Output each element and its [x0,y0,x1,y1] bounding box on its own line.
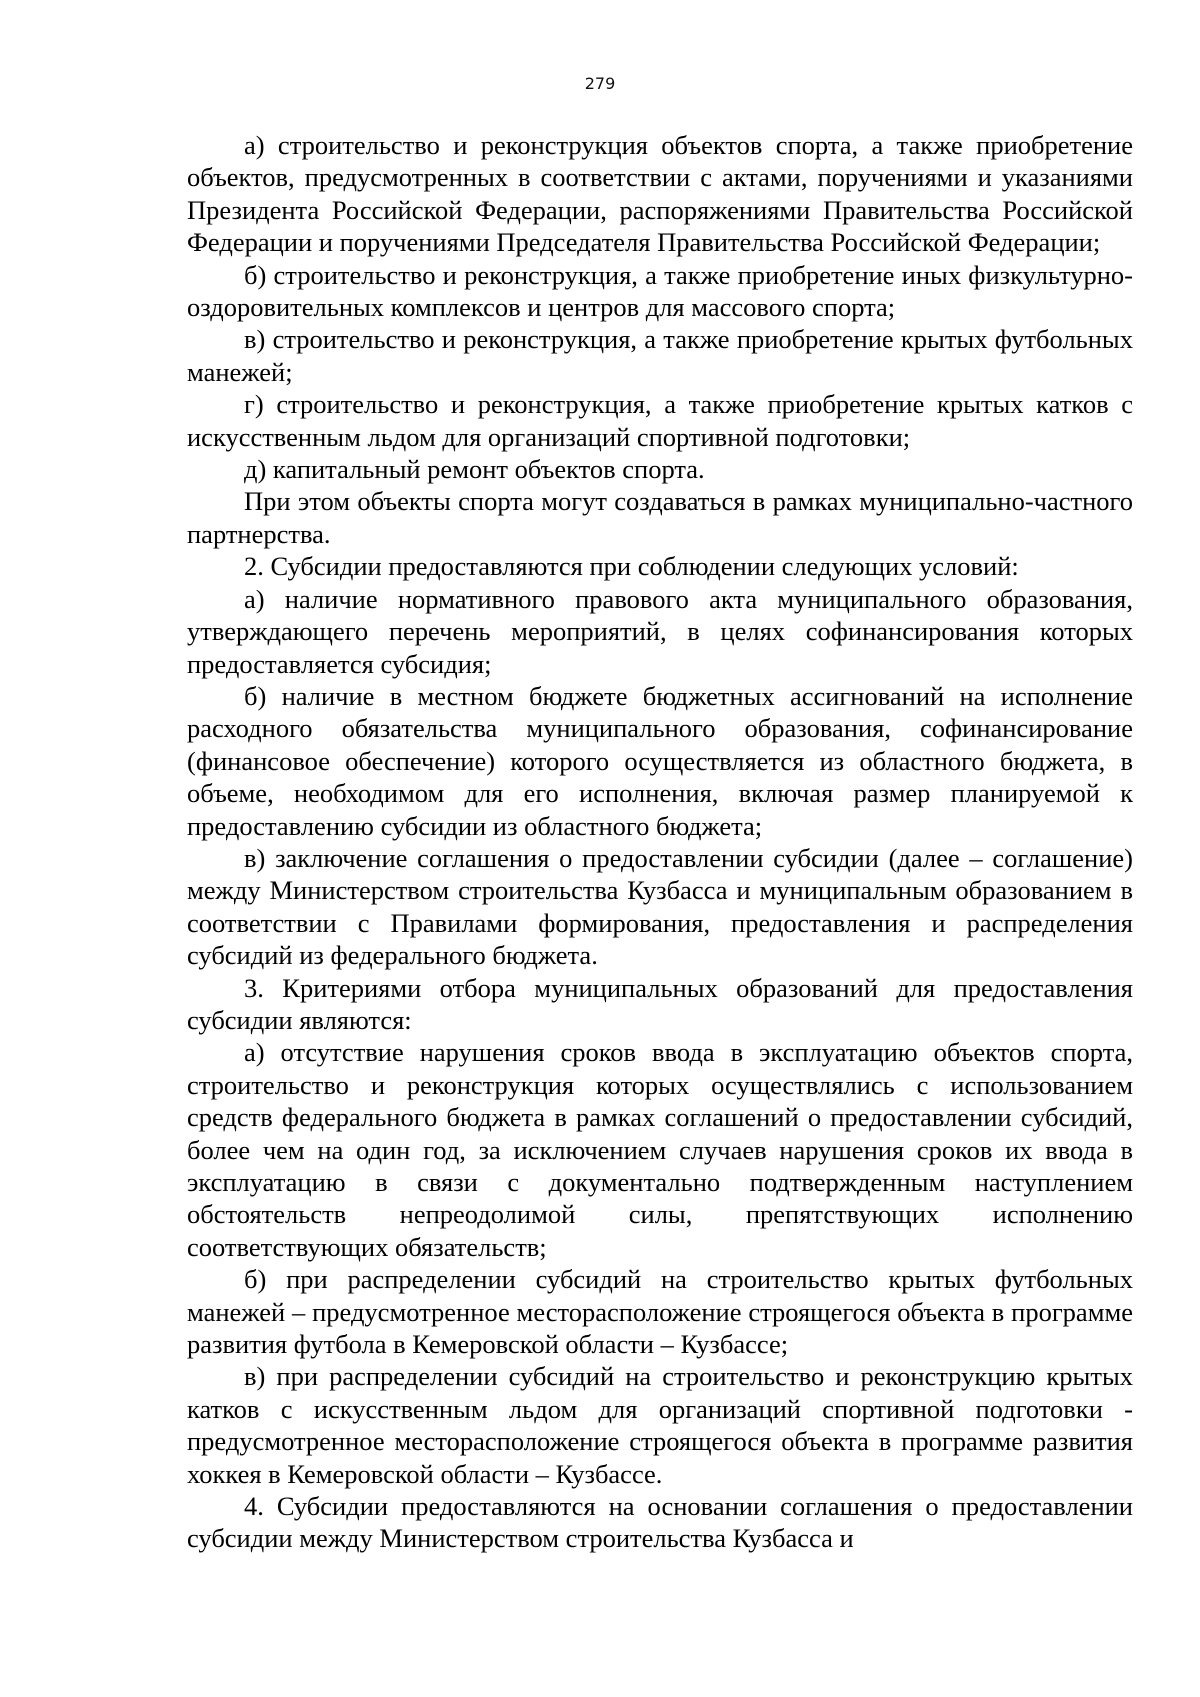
paragraph-3v: в) при распределении субсидий на строительство и реконструкцию крытых катков с искусственным льдом для организаций спортивной подготовки - предусмотренное месторасположение строящегося объекта в программе развития хоккея в Кемеровской области – Кузбассе. [187,1361,1133,1489]
paragraph-2a: а) наличие нормативного правового акта муниципального образования, утверждающего перечень мероприятий, в целях софинансирования которых предоставляется субсидия; [187,583,1133,679]
paragraph-1g: г) строительство и реконструкция, а также приобретение крытых катков с искусственным льдом для организаций спортивной подготовки; [187,389,1133,452]
paragraph-1d: д) капитальный ремонт объектов спорта. [244,454,705,485]
paragraph-2b: б) наличие в местном бюджете бюджетных ассигнований на исполнение расходного обязательства муниципального образования, софинансирование (финансовое обеспечение) которого осуществляется из областного бюджета, в объеме, необходимом для его исполнения, включая размер планируемой к предоставлению субсидии из областного бюджета; [187,680,1133,841]
paragraph-2: 2. Субсидии предоставляются при соблюдении следующих условий: [244,551,1019,582]
paragraph-partnership: При этом объекты спорта могут создаваться в рамках муниципально-частного партнерства. [187,486,1133,549]
paragraph-1v: в) строительство и реконструкция, а также приобретение крытых футбольных манежей; [187,324,1133,387]
paragraph-3a: а) отсутствие нарушения сроков ввода в эксплуатацию объектов спорта, строительство и реконструкция которых осуществлялись с использованием средств федерального бюджета в рамках соглашений о предоставлении субсидий, более чем на один год, за исключением случаев нарушения сроков их ввода в эксплуатацию в связи с документально подтвержденным наступлением обстоятельств непреодолимой силы, препятствующих исполнению соответствующих обязательств; [187,1037,1133,1262]
paragraph-2v: в) заключение соглашения о предоставлении субсидии (далее – соглашение) между Министерством строительства Кузбасса и муниципальным образованием в соответствии с Правилами формирования, предоставления и распределения субсидий из федерального бюджета. [187,842,1133,971]
paragraph-1a: а) строительство и реконструкция объектов спорта, а также приобретение объектов, предусмотренных в соответствии с актами, поручениями и указаниями Президента Российской Федерации, распоряжениями Правительства Российской Федерации и поручениями Председателя Правительства Российской Федерации; [187,130,1133,258]
paragraph-1b: б) строительство и реконструкция, а также приобретение иных физкультурно-оздоровительных комплексов и центров для массового спорта; [187,259,1133,323]
paragraph-3: 3. Критериями отбора муниципальных образований для предоставления субсидии являются: [187,972,1133,1035]
document-body [187,129,1133,1555]
paragraph-3b: б) при распределении субсидий на строительство крытых футбольных манежей – предусмотренное месторасположение строящегося объекта в программе развития футбола в Кемеровской области – Кузбассе; [187,1264,1133,1360]
paragraph-4: 4. Субсидии предоставляются на основании соглашения о предоставлении субсидии между Министерством строительства Кузбасса и [187,1491,1133,1554]
page-number: 279 [584,74,616,93]
